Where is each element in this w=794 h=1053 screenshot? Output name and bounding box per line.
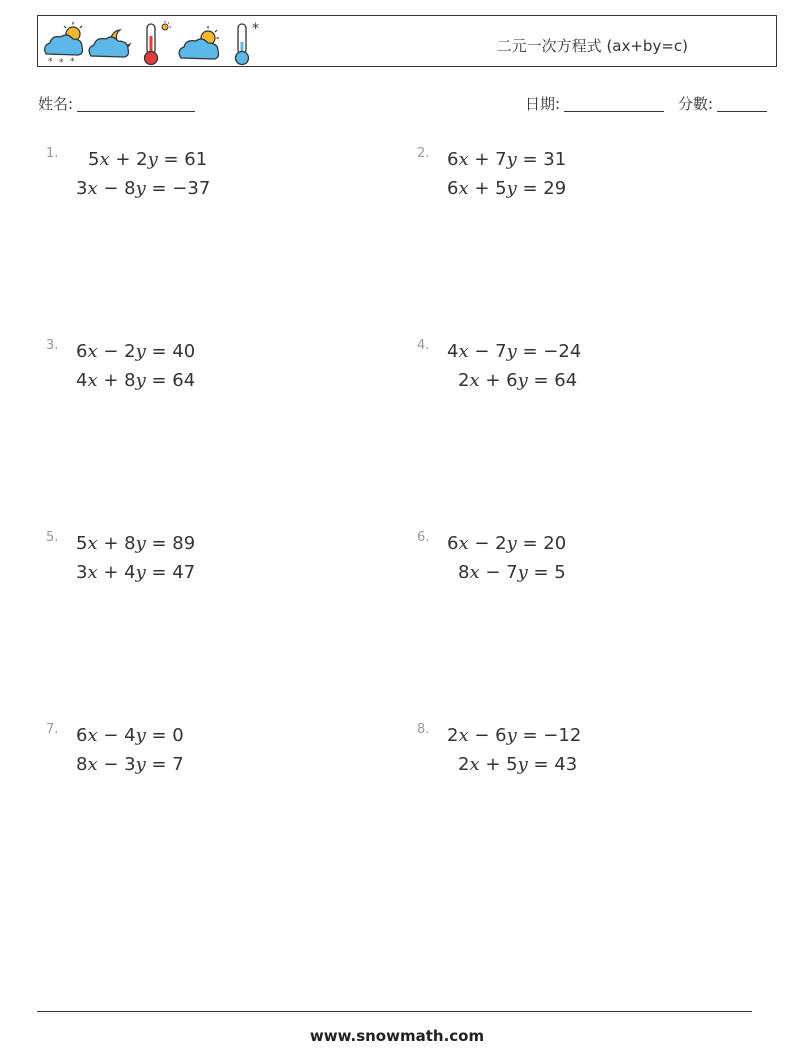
variable-x: x <box>458 149 469 170</box>
variable-y: y <box>517 370 528 391</box>
variable-y: y <box>517 562 528 583</box>
equation-term: = 89 <box>145 533 196 554</box>
variable-x: x <box>458 178 469 199</box>
problem-number: 7. <box>46 722 59 737</box>
variable-x: x <box>87 370 98 391</box>
equation-term: 4 <box>76 370 88 391</box>
variable-y: y <box>506 178 517 199</box>
equation-term: − 2 <box>97 341 136 362</box>
problem-8 <box>417 722 777 802</box>
problem-number: 1. <box>46 146 59 161</box>
equation-term: = 64 <box>145 370 196 391</box>
equation-term: 6 <box>76 341 88 362</box>
equation-1 <box>447 149 566 170</box>
score-label: 分數: <box>678 95 714 113</box>
name-field <box>38 93 195 114</box>
cloud-moon-icon <box>89 30 130 57</box>
equation-term: = 61 <box>157 149 208 170</box>
date-field <box>525 93 664 114</box>
equation-1 <box>88 149 207 170</box>
variable-y: y <box>506 725 517 746</box>
problem-number: 3. <box>46 338 59 353</box>
equation-term: = 47 <box>145 562 196 583</box>
name-blank[interactable] <box>77 96 195 112</box>
problem-2 <box>417 146 777 226</box>
equation-term: = 64 <box>527 370 578 391</box>
problem-7 <box>46 722 406 802</box>
equation-1 <box>447 725 581 746</box>
name-label: 姓名: <box>38 95 74 113</box>
equation-term: = 31 <box>516 149 567 170</box>
equation-term: + 8 <box>97 370 136 391</box>
cloud-sun-icon <box>179 26 219 59</box>
equation-term: − 7 <box>468 341 507 362</box>
variable-x: x <box>87 754 98 775</box>
variable-x: x <box>87 533 98 554</box>
variable-x: x <box>87 178 98 199</box>
equation-term: 4 <box>447 341 459 362</box>
equation-term: = 20 <box>516 533 567 554</box>
problem-number: 4. <box>417 338 430 353</box>
svg-text:*: * <box>70 57 75 66</box>
svg-text:*: * <box>252 21 259 37</box>
variable-y: y <box>135 754 146 775</box>
equation-2 <box>76 370 195 391</box>
equation-2 <box>76 178 210 199</box>
variable-y: y <box>135 370 146 391</box>
score-field <box>678 93 767 114</box>
equation-term: 6 <box>447 149 459 170</box>
equation-1 <box>76 533 195 554</box>
equation-1 <box>447 341 581 362</box>
equation-term: 8 <box>458 562 470 583</box>
equation-term: 6 <box>447 178 459 199</box>
cloud-sun-snow-icon <box>45 22 83 66</box>
date-label: 日期: <box>525 95 561 113</box>
equation-term: + 4 <box>97 562 136 583</box>
problem-3 <box>46 338 406 418</box>
variable-x: x <box>458 341 469 362</box>
equation-term: = 7 <box>145 754 184 775</box>
equation-term: − 2 <box>468 533 507 554</box>
worksheet-title: 二元一次方程式 (ax+by=c) <box>496 37 688 55</box>
equation-1 <box>76 725 184 746</box>
variable-y: y <box>506 149 517 170</box>
score-blank[interactable] <box>717 96 767 112</box>
equation-term: 5 <box>88 149 100 170</box>
equation-2 <box>76 562 195 583</box>
variable-x: x <box>469 754 480 775</box>
footer-divider <box>37 1011 752 1012</box>
variable-x: x <box>458 725 469 746</box>
equation-term: 2 <box>447 725 459 746</box>
variable-x: x <box>87 725 98 746</box>
variable-y: y <box>135 562 146 583</box>
variable-y: y <box>135 725 146 746</box>
problem-1 <box>46 146 406 226</box>
svg-text:*: * <box>59 58 64 66</box>
equation-term: = −24 <box>516 341 582 362</box>
equation-term: − 3 <box>97 754 136 775</box>
equation-2 <box>458 754 577 775</box>
equation-term: 3 <box>76 178 88 199</box>
equation-term: + 8 <box>97 533 136 554</box>
problem-5 <box>46 530 406 610</box>
problem-4 <box>417 338 777 418</box>
variable-y: y <box>506 533 517 554</box>
problem-number: 6. <box>417 530 430 545</box>
variable-x: x <box>458 533 469 554</box>
problem-number: 8. <box>417 722 430 737</box>
footer-url: www.snowmath.com <box>309 1027 485 1045</box>
worksheet-header <box>37 15 777 67</box>
variable-y: y <box>135 341 146 362</box>
equation-term: = 5 <box>527 562 566 583</box>
thermometer-cold-icon <box>236 21 260 65</box>
equation-term: 2 <box>458 754 470 775</box>
equation-term: + 2 <box>109 149 148 170</box>
variable-x: x <box>469 370 480 391</box>
equation-term: − 7 <box>479 562 518 583</box>
equation-term: + 6 <box>479 370 518 391</box>
variable-y: y <box>506 341 517 362</box>
equation-term: = 29 <box>516 178 567 199</box>
equation-term: 6 <box>447 533 459 554</box>
equation-term: = 43 <box>527 754 578 775</box>
variable-x: x <box>99 149 110 170</box>
variable-y: y <box>517 754 528 775</box>
problem-number: 5. <box>46 530 59 545</box>
equation-1 <box>447 533 566 554</box>
equation-2 <box>458 562 566 583</box>
equation-term: + 5 <box>468 178 507 199</box>
svg-text:*: * <box>48 57 53 66</box>
equation-term: = 40 <box>145 341 196 362</box>
equation-term: + 5 <box>479 754 518 775</box>
variable-y: y <box>135 178 146 199</box>
equation-2 <box>458 370 577 391</box>
equation-term: 5 <box>76 533 88 554</box>
equation-term: 2 <box>458 370 470 391</box>
equation-term: = −37 <box>145 178 211 199</box>
equation-1 <box>76 341 195 362</box>
weather-icons <box>40 18 270 66</box>
date-blank[interactable] <box>564 96 664 112</box>
problem-number: 2. <box>417 146 430 161</box>
equation-term: 6 <box>76 725 88 746</box>
equation-term: − 6 <box>468 725 507 746</box>
variable-x: x <box>87 341 98 362</box>
equation-term: − 4 <box>97 725 136 746</box>
variable-x: x <box>87 562 98 583</box>
equation-2 <box>447 178 566 199</box>
equation-term: 3 <box>76 562 88 583</box>
equation-term: + 7 <box>468 149 507 170</box>
thermometer-hot-icon <box>145 21 172 65</box>
equation-term: 8 <box>76 754 88 775</box>
problem-6 <box>417 530 777 610</box>
variable-y: y <box>135 533 146 554</box>
equation-2 <box>76 754 184 775</box>
equation-term: = −12 <box>516 725 582 746</box>
variable-y: y <box>147 149 158 170</box>
equation-term: − 8 <box>97 178 136 199</box>
variable-x: x <box>469 562 480 583</box>
equation-term: = 0 <box>145 725 184 746</box>
